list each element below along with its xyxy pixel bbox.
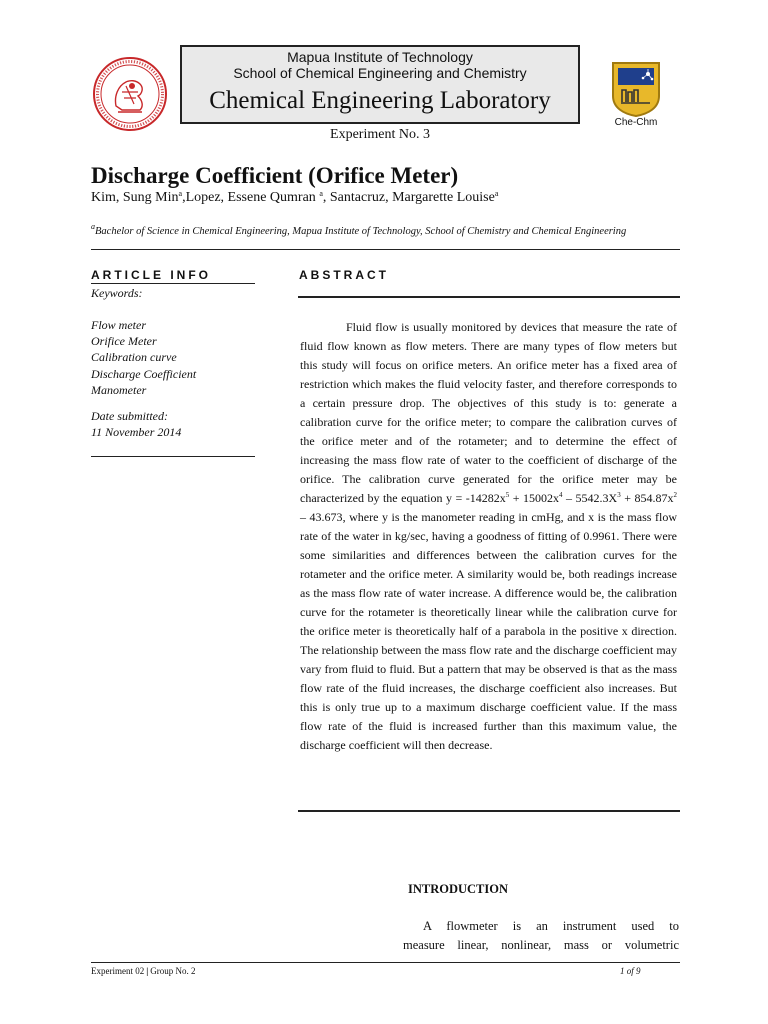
equation-exponent: 4 — [559, 491, 563, 499]
article-info-bottom-rule — [91, 456, 255, 457]
introduction-text-line2: measure linear, nonlinear, mass or volumetric — [403, 938, 679, 952]
abstract-heading: ABSTRACT — [299, 268, 389, 282]
date-submitted-value: 11 November 2014 — [91, 425, 182, 439]
author-name: Lopez, Essene Qumran — [185, 190, 320, 205]
keyword-list — [91, 317, 196, 398]
che-chm-label: Che-Chm — [614, 117, 658, 128]
introduction-text-line1 — [403, 919, 679, 934]
author-list — [91, 189, 498, 206]
header-banner — [180, 45, 580, 124]
keyword-item: Calibration curve — [91, 350, 177, 365]
footer-separator: | — [146, 966, 149, 976]
affiliation — [91, 222, 626, 237]
keyword-item: Orifice Meter — [91, 334, 157, 349]
footer-experiment: Experiment 02 — [91, 966, 145, 976]
abstract-top-rule — [298, 296, 680, 298]
author-name: Santacruz, Margarette Louise — [329, 190, 495, 205]
affiliation-text: Bachelor of Science in Chemical Engineering, Mapua Institute of Technology, School of Chemistry and Chemical Engineering — [95, 226, 627, 237]
keyword-item: Manometer — [91, 382, 147, 397]
abstract-text — [300, 318, 677, 755]
article-info-rule — [91, 283, 255, 284]
equation-exponent: 3 — [617, 491, 621, 499]
paper-title: Discharge Coefficient (Orifice Meter) — [91, 163, 459, 188]
equation-exponent: 2 — [673, 491, 677, 499]
author-affiliation-mark: a — [319, 189, 323, 198]
mapua-seal-logo — [92, 56, 168, 132]
equation-term: – 43.673 — [300, 510, 343, 524]
footer-left — [91, 966, 195, 976]
institution-name: Mapua Institute of Technology — [287, 49, 473, 65]
author-separator: , — [322, 190, 330, 205]
author-affiliation-mark: a — [494, 189, 499, 198]
affiliation-mark: a — [91, 222, 95, 231]
equation-term: y = -14282x — [445, 491, 506, 505]
author-affiliation-mark: a — [178, 189, 183, 198]
page-number: 1 of 9 — [620, 966, 641, 976]
laboratory-title: Chemical Engineering Laboratory — [209, 87, 551, 114]
che-chm-logo — [610, 60, 662, 118]
school-name: School of Chemical Engineering and Chemistry — [233, 65, 527, 81]
author-separator: , — [182, 190, 186, 205]
keyword-item: Discharge Coefficient — [91, 366, 197, 381]
author-name: Kim, Sung Min — [91, 190, 179, 205]
date-submitted-label: Date submitted: — [91, 409, 168, 423]
abstract-bottom-rule — [298, 810, 680, 812]
footer-group: Group No. 2 — [150, 966, 196, 976]
introduction-line1-text: A flowmeter is an instrument used to — [423, 919, 679, 933]
introduction-heading: INTRODUCTION — [408, 882, 509, 896]
equation-term: + 15002x — [509, 491, 560, 505]
keywords-label: Keywords: — [91, 286, 143, 300]
title-divider — [91, 249, 680, 250]
equation-term: + 854.87x — [620, 491, 674, 505]
equation-term: – 5542.3X — [562, 491, 618, 505]
article-info-heading: ARTICLE INFO — [91, 268, 211, 282]
equation-exponent: 5 — [505, 491, 510, 499]
footer-rule — [91, 962, 680, 963]
experiment-number: Experiment No. 3 — [330, 127, 430, 142]
keyword-item: Flow meter — [91, 318, 146, 332]
abstract-text-part2: , where y is the manometer reading in cmHg, and x is the mass flow rate of the water in kg/sec, having a goodness of fitting of 0.9961. There were some similarities and differences between the calibration curves for the rotameter and the orifice meter. A similarity would be, both readings increase as the mass flow rate of water increase. A difference would be, the calibration curve for the rotameter is theoretically linear while the calibration curve for the orifice meter is theoretically half of a parabola in the positive x direction. The relationship between the mass flow rate and the discharge coefficient may vary from fluid to fluid. But a pattern that may be observed is that as the mass flow rate of the fluid increases, the discharge coefficient also increases. But this is only true up to a maximum discharge coefficient value. If the mass flow rate of the fluid is increased further than this maximum value, the discharge coefficient will then decrease. — [300, 510, 677, 752]
abstract-text-part1: Fluid flow is usually monitored by devices that measure the rate of fluid flow known as flow meters. There are many types of flow meters but this study will focus on orifice meters. An orifice meter has a fixed area of restriction which makes the fluid velocity faster, and therefore corresponds to a certain pressure drop. The objectives of this study is to: generate a calibration curve for the orifice meter; to compare the calibration curves of the orifice meter and of the rotameter; and to determine the effect of increasing the mass flow rate of water to the coefficient of discharge of the orifice. The calibration curve generated for the orifice meter may be characterized by the equation — [300, 320, 677, 505]
